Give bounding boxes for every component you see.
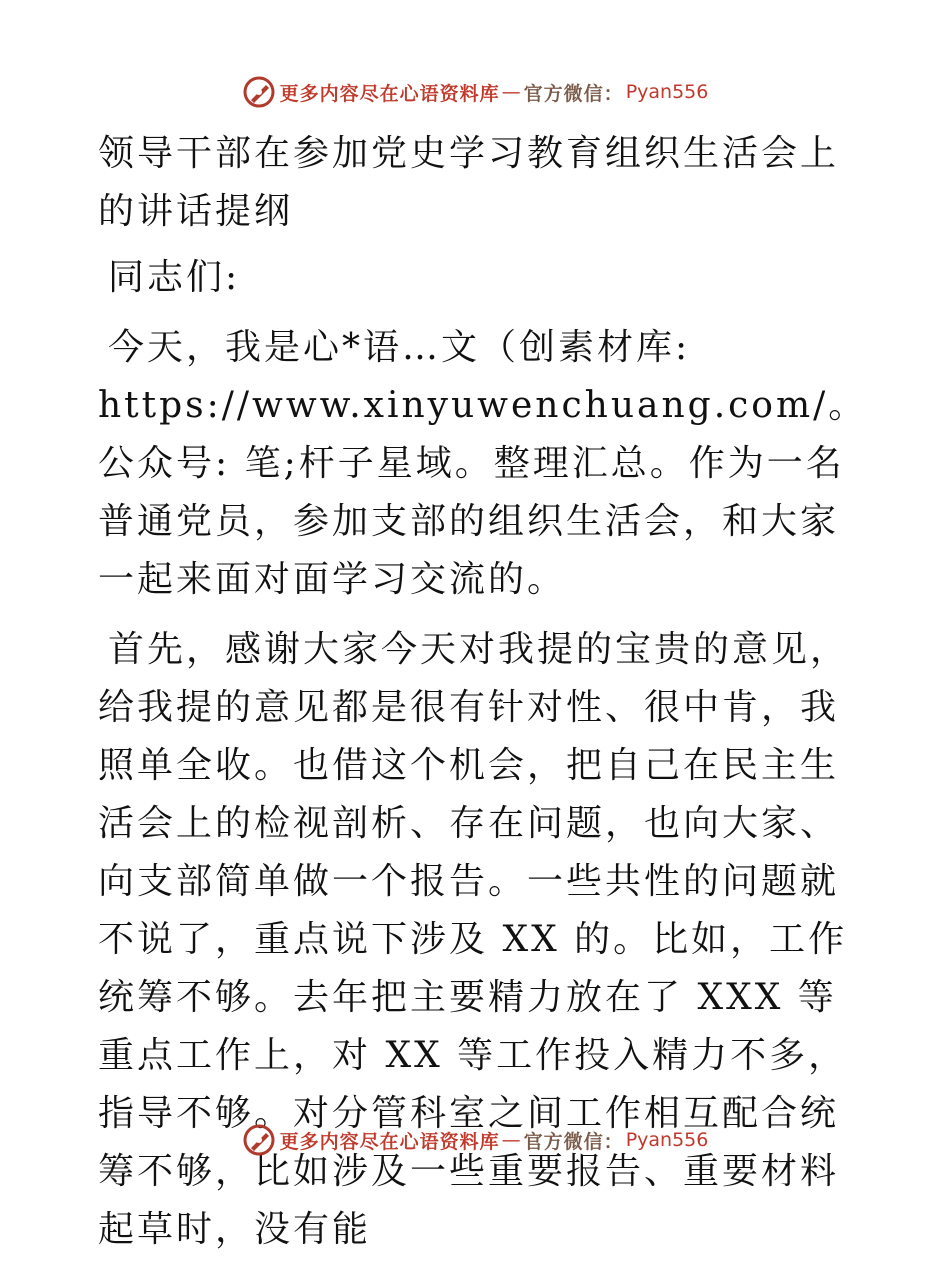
pen-logo-icon [242, 1123, 276, 1157]
watermark-text: 更多内容尽在心语资料库 [279, 1130, 500, 1153]
watermark-separator: — [501, 81, 522, 103]
document-title: 领导干部在参加党史学习教育组织生活会上的讲话提纲 [98, 133, 840, 232]
watermark-wechat-label: 官方微信： [523, 82, 624, 105]
paragraph: 首先，感谢大家今天对我提的宝贵的意见，给我提的意见都是很有针对性、很中肯，我照单全收。也借这个机会，把自己在民主生活会上的检视剖析、存在问题，也向大家、向支部简单做一个报告。一些共性的问题就不说了，重点说下涉及 XX 的。比如，工作统筹不够。去年把主要精力放在了 XXX 等重点工作上，对 XX 等工作投入精力不多，指导不够。对分管科室之间工作相互配合统筹不够，比如涉及一些重要报告、重要材料起草时，没有能 [98, 629, 850, 1250]
watermark-footer [0, 1120, 950, 1160]
paragraph: 今天，我是心*语…文（创素材库: https://www.xinyuwenchuang.com/。公众号: 笔;杆子星域。整理汇总。作为一名普通党员，参加支部的组织生活会，和大家一起来面对面学习交流的。 [98, 327, 868, 600]
watermark-wechat-id: Pyan556 [625, 81, 709, 103]
watermark-separator: — [501, 1129, 522, 1151]
watermark-text: 更多内容尽在心语资料库 [279, 82, 500, 105]
watermark-wechat-id: Pyan556 [625, 1129, 709, 1151]
document-body [98, 125, 868, 1271]
watermark-header [0, 72, 950, 112]
greeting: 同志们: [108, 257, 241, 298]
pen-logo-icon [242, 75, 276, 109]
watermark-wechat-label: 官方微信： [523, 1130, 624, 1153]
